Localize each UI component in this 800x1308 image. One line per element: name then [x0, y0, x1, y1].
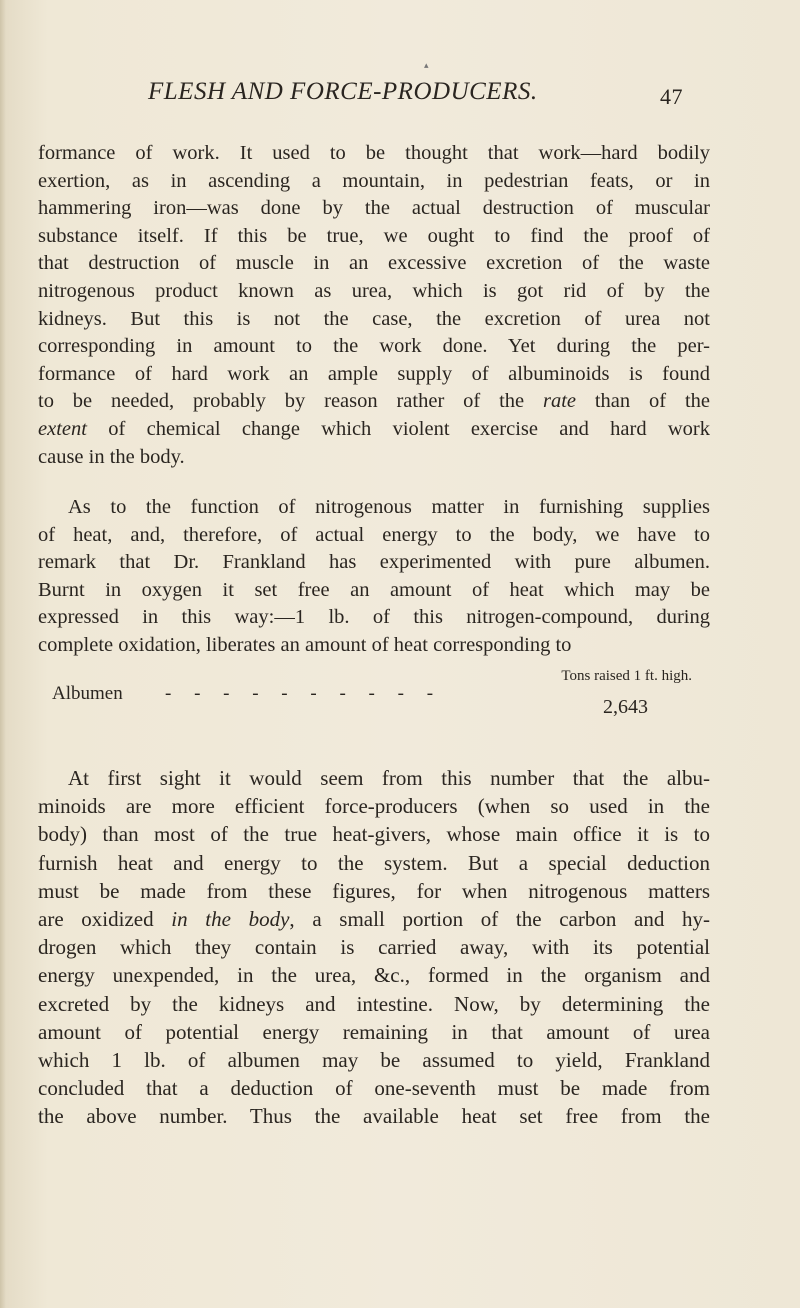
text-line: energy unexpended, in the urea, &c., formed in the organism and: [38, 963, 710, 988]
text-line: that destruction of muscle in an excessive excretion of the waste: [38, 252, 710, 275]
table-column-header: Tons raised 1 ft. high.: [561, 668, 692, 684]
text-line: As to the function of nitrogenous matter in furnishing supplies: [68, 496, 710, 518]
paragraph-1: [38, 140, 710, 471]
print-mark: ▴: [424, 60, 429, 70]
running-header: [148, 78, 708, 118]
text-line: Burnt in oxygen it set free an amount of heat which may be: [38, 578, 710, 601]
text-line: furnish heat and energy to the system. But a special deduction: [38, 850, 710, 875]
emphasis: extent: [38, 417, 87, 440]
text-line: must be made from these figures, for when nitrogenous matters: [38, 878, 710, 903]
running-title: FLESH AND FORCE-PRODUCERS.: [148, 78, 538, 105]
text-line: expressed in this way:—1 lb. of this nitrogen-compound, during: [38, 606, 710, 629]
text-line: to be needed, probably by reason rather of the rate than of the: [38, 390, 710, 413]
table-row-value: 2,643: [603, 696, 648, 718]
paragraph-3: [38, 764, 710, 1131]
page-number: 47: [660, 84, 683, 109]
text-line: of heat, and, therefore, of actual energy to the body, we have to: [38, 523, 710, 546]
text-line: hammering iron—was done by the actual destruction of muscular: [38, 197, 710, 220]
table-row-label: Albumen: [52, 683, 123, 704]
text-line: corresponding in amount to the work done. Yet during the per-: [38, 335, 710, 358]
table-leader: - - - - - - - - - -: [165, 683, 443, 704]
text-line: complete oxidation, liberates an amount of heat corresponding to: [38, 633, 572, 656]
text-line: the above number. Thus the available heat set free from the: [38, 1104, 710, 1129]
paragraph-2: [38, 494, 710, 660]
emphasis: rate: [542, 390, 576, 413]
text-line: remark that Dr. Frankland has experimented with pure albumen.: [38, 551, 710, 574]
text-line: cause in the body.: [38, 445, 185, 468]
text-line: substance itself. If this be true, we ought to find the proof of: [38, 224, 710, 247]
text-line: excreted by the kidneys and intestine. Now, by determining the: [38, 991, 710, 1016]
text-line: formance of hard work an ample supply of albuminoids is found: [38, 362, 710, 385]
text-line: drogen which they contain is carried away, with its potential: [38, 935, 710, 960]
text-line: are oxidized in the body, a small portion of the carbon and hy-: [38, 907, 711, 932]
text-line: amount of potential energy remaining in that amount of urea: [38, 1019, 710, 1044]
text-line: nitrogenous product known as urea, which is got rid of by the: [38, 279, 710, 302]
text-line: formance of work. It used to be thought that work—hard bodily: [38, 142, 710, 164]
page-edge-shadow: [0, 0, 6, 1308]
text-line: body) than most of the true heat-givers, whose main office it is to: [38, 822, 710, 847]
text-line: which 1 lb. of albumen may be assumed to yield, Frankland: [38, 1048, 710, 1073]
text-line: At first sight it would seem from this number that the albu-: [68, 766, 710, 790]
text-line: kidneys. But this is not the case, the excretion of urea not: [38, 307, 710, 330]
text-line: minoids are more efficient force-producers (when so used in the: [38, 794, 710, 819]
emphasis: in the body: [171, 907, 290, 932]
text-line: exertion, as in ascending a mountain, in pedestrian feats, or in: [38, 169, 710, 192]
text-line: concluded that a deduction of one-seventh must be made from: [38, 1076, 710, 1101]
text-line: extent of chemical change which violent exercise and hard work: [38, 417, 710, 440]
energy-table: [52, 668, 692, 724]
